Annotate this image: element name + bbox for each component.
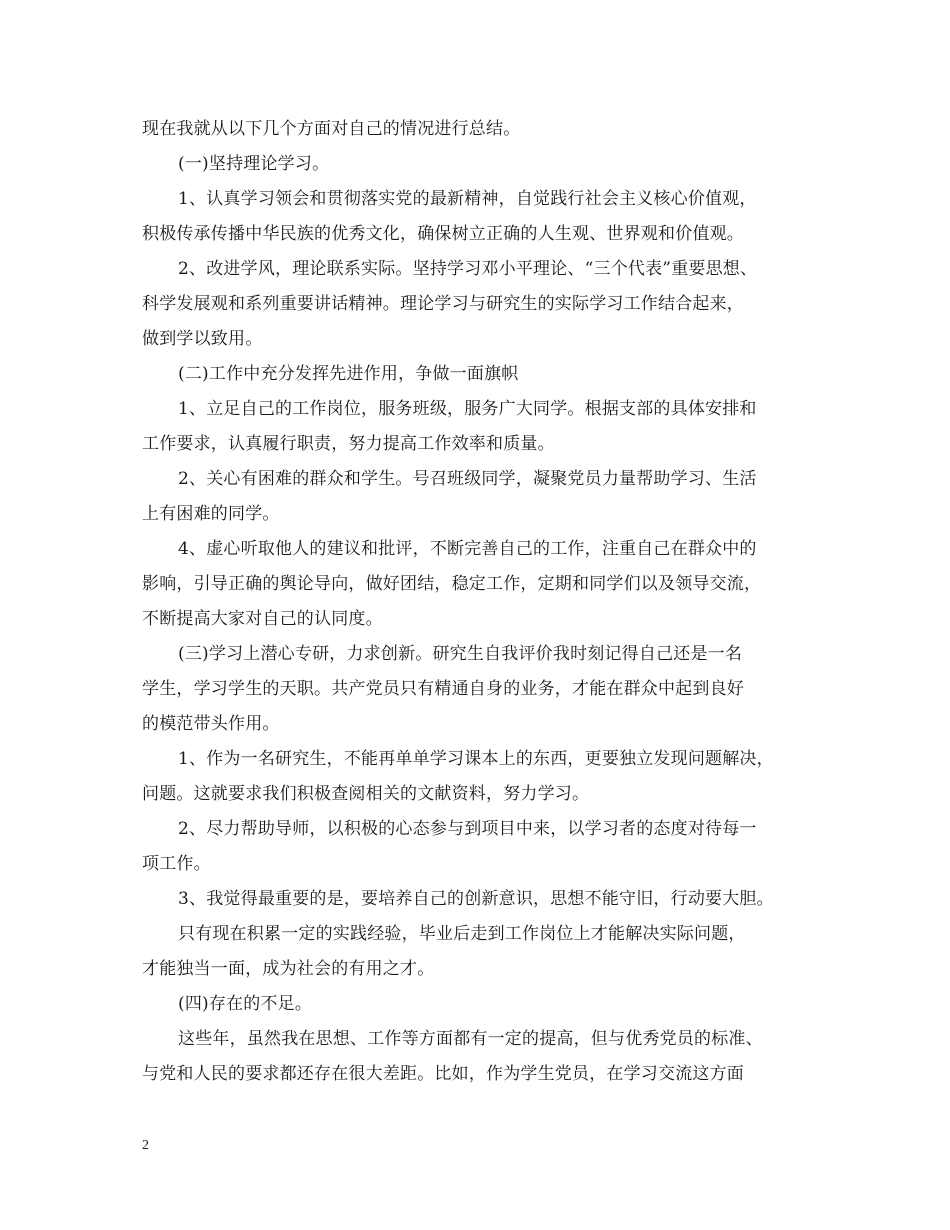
text-line: 1、认真学习领会和贯彻落实党的最新精神，自觉践行社会主义核心价值观， bbox=[178, 189, 757, 209]
text-line: 学生，学习学生的天职。共产党员只有精通自身的业务，才能在群众中起到良好 bbox=[142, 679, 744, 699]
section-heading: (四)存在的不足。 bbox=[178, 994, 313, 1014]
text-line: 做到学以致用。 bbox=[142, 329, 263, 349]
section-heading: (一)坚持理论学习。 bbox=[178, 154, 330, 174]
text-line: 上有困难的同学。 bbox=[142, 504, 280, 524]
text-line: 问题。这就要求我们积极查阅相关的文献资料，努力学习。 bbox=[142, 784, 590, 804]
text-line: 工作要求，认真履行职责，努力提高工作效率和质量。 bbox=[142, 434, 555, 454]
text-line: 1、作为一名研究生，不能再单单学习课本上的东西，更要独立发现问题解决， bbox=[178, 749, 774, 769]
text-line: 项工作。 bbox=[142, 854, 211, 874]
text-line: 才能独当一面，成为社会的有用之才。 bbox=[142, 959, 435, 979]
text-line: 4、虚心听取他人的建议和批评，不断完善自己的工作，注重自己在群众中的 bbox=[178, 539, 757, 559]
text-line: 的模范带头作用。 bbox=[142, 714, 280, 734]
text-line: 不断提高大家对自己的认同度。 bbox=[142, 609, 383, 629]
text-line: 这些年，虽然我在思想、工作等方面都有一定的提高，但与优秀党员的标准、 bbox=[178, 1029, 763, 1049]
text-line: 科学发展观和系列重要讲话精神。理论学习与研究生的实际学习工作结合起来， bbox=[142, 294, 744, 314]
text-line: 2、关心有困难的群众和学生。号召班级同学，凝聚党员力量帮助学习、生活 bbox=[178, 469, 757, 489]
page-number: 2 bbox=[142, 1138, 149, 1153]
text-line: 与党和人民的要求都还存在很大差距。比如，作为学生党员，在学习交流这方面 bbox=[142, 1064, 744, 1084]
text-line: 影响，引导正确的舆论导向，做好团结，稳定工作，定期和同学们以及领导交流， bbox=[142, 574, 762, 594]
text-line: 2、改进学风，理论联系实际。坚持学习邓小平理论、“三个代表”重要思想、 bbox=[178, 259, 758, 279]
text-line: 3、我觉得最重要的是，要培养自己的创新意识，思想不能守旧，行动要大胆。 bbox=[178, 889, 774, 909]
text-line: 2、尽力帮助导师，以积极的心态参与到项目中来，以学习者的态度对待每一 bbox=[178, 819, 757, 839]
section-heading: (三)学习上潜心专研，力求创新。研究生自我评价我时刻记得自己还是一名 bbox=[178, 644, 743, 664]
section-heading: (二)工作中充分发挥先进作用，争做一面旗帜 bbox=[178, 364, 519, 384]
text-line: 积极传承传播中华民族的优秀文化，确保树立正确的人生观、世界观和价值观。 bbox=[142, 224, 744, 244]
document-body bbox=[142, 112, 822, 1092]
text-line: 1、立足自己的工作岗位，服务班级，服务广大同学。根据支部的具体安排和 bbox=[178, 399, 757, 419]
text-line: 现在我就从以下几个方面对自己的情况进行总结。 bbox=[142, 119, 521, 139]
text-line: 只有现在积累一定的实践经验，毕业后走到工作岗位上才能解决实际问题， bbox=[178, 924, 746, 944]
